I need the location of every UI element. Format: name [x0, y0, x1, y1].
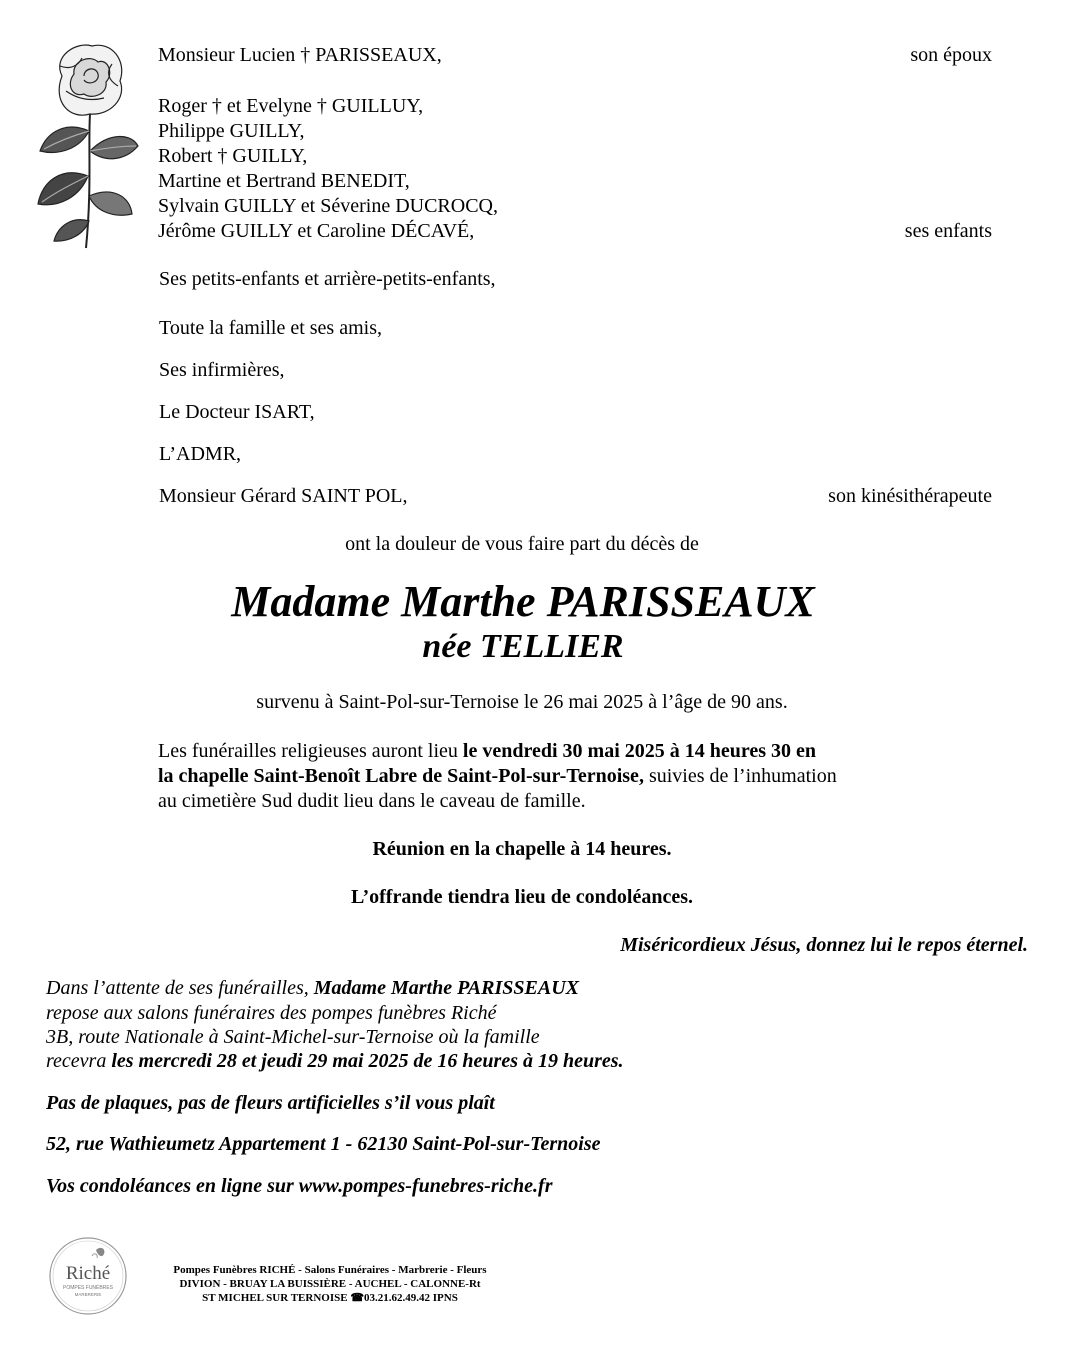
reunion-line: Réunion en la chapelle à 14 heures.	[372, 838, 672, 860]
doctor-line: Le Docteur ISART,	[159, 401, 315, 423]
riche-logo	[48, 1236, 128, 1316]
rest-line-4: recevra les mercredi 28 et jeudi 29 mai 2025 de 16 heures à 19 heures.	[46, 1050, 624, 1072]
child-name: Philippe GUILLY,	[158, 120, 305, 142]
prayer-line: Miséricordieux Jésus, donnez lui le repos éternel.	[620, 934, 1028, 956]
family-friends-line: Toute la famille et ses amis,	[159, 317, 382, 339]
child-name: Martine et Bertrand BENEDIT,	[158, 170, 410, 192]
rest-line-1: Dans l’attente de ses funérailles, Madame Marthe PARISSEAUX	[46, 977, 579, 999]
death-info: survenu à Saint-Pol-sur-Ternoise le 26 mai 2025 à l’âge de 90 ans.	[256, 691, 788, 713]
admr-line: L’ADMR,	[159, 443, 242, 465]
svg-text:Riché: Riché	[65, 1263, 111, 1284]
no-plaques-line: Pas de plaques, pas de fleurs artificielles s’il vous plaît	[46, 1092, 495, 1114]
announcement-intro: ont la douleur de vous faire part du décès de	[345, 533, 699, 555]
children-role: ses enfants	[904, 220, 992, 242]
svg-text:POMPES FUNÈBRES: POMPES FUNÈBRES	[62, 1285, 114, 1291]
rest-line-2: repose aux salons funéraires des pompes funèbres Riché	[46, 1002, 497, 1024]
rose-illustration	[32, 36, 142, 251]
svg-text:MARBRERIE: MARBRERIE	[74, 1292, 102, 1297]
physio-role: son kinésithérapeute	[828, 485, 992, 507]
child-name: Jérôme GUILLY et Caroline DÉCAVÉ,	[158, 220, 475, 242]
child-name: Robert † GUILLY,	[158, 145, 308, 167]
offering-line: L’offrande tiendra lieu de condoléances.	[350, 886, 694, 908]
physio-name: Monsieur Gérard SAINT POL,	[159, 485, 408, 507]
funeral-line-3: au cimetière Sud dudit lieu dans le caveau de famille.	[158, 790, 586, 812]
footer-company-line: Pompes Funèbres RICHÉ - Salons Funéraires - Marbrerie - Fleurs	[173, 1264, 487, 1276]
husband-name: Monsieur Lucien † PARISSEAUX,	[158, 44, 442, 66]
husband-role: son époux	[910, 44, 992, 66]
funeral-line-1: Les funérailles religieuses auront lieu le vendredi 30 mai 2025 à 14 heures 30 en	[158, 740, 817, 762]
child-name: Roger † et Evelyne † GUILLUY,	[158, 95, 424, 117]
footer-phone-line: ST MICHEL SUR TERNOISE ☎03.21.62.49.42 IPNS	[202, 1292, 458, 1304]
funeral-line-2: la chapelle Saint-Benoît Labre de Saint-Pol-sur-Ternoise, suivies de l’inhumation	[158, 765, 837, 787]
child-name: Sylvain GUILLY et Séverine DUCROCQ,	[158, 195, 498, 217]
address-line: 52, rue Wathieumetz Appartement 1 - 62130 Saint-Pol-sur-Ternoise	[46, 1133, 601, 1155]
rest-line-3: 3B, route Nationale à Saint-Michel-sur-Ternoise où la famille	[46, 1026, 540, 1048]
maiden-name: née TELLIER	[422, 628, 624, 665]
grandchildren-line: Ses petits-enfants et arrière-petits-enfants,	[159, 268, 496, 290]
online-condolences-line: Vos condoléances en ligne sur www.pompes-funebres-riche.fr	[46, 1175, 553, 1197]
footer-locations-line: DIVION - BRUAY LA BUISSIÈRE - AUCHEL - CALONNE-Rt	[179, 1278, 481, 1290]
deceased-name: Madame Marthe PARISSEAUX	[231, 577, 815, 626]
phone-icon: ☎	[350, 1292, 365, 1304]
nurses-line: Ses infirmières,	[159, 359, 285, 381]
